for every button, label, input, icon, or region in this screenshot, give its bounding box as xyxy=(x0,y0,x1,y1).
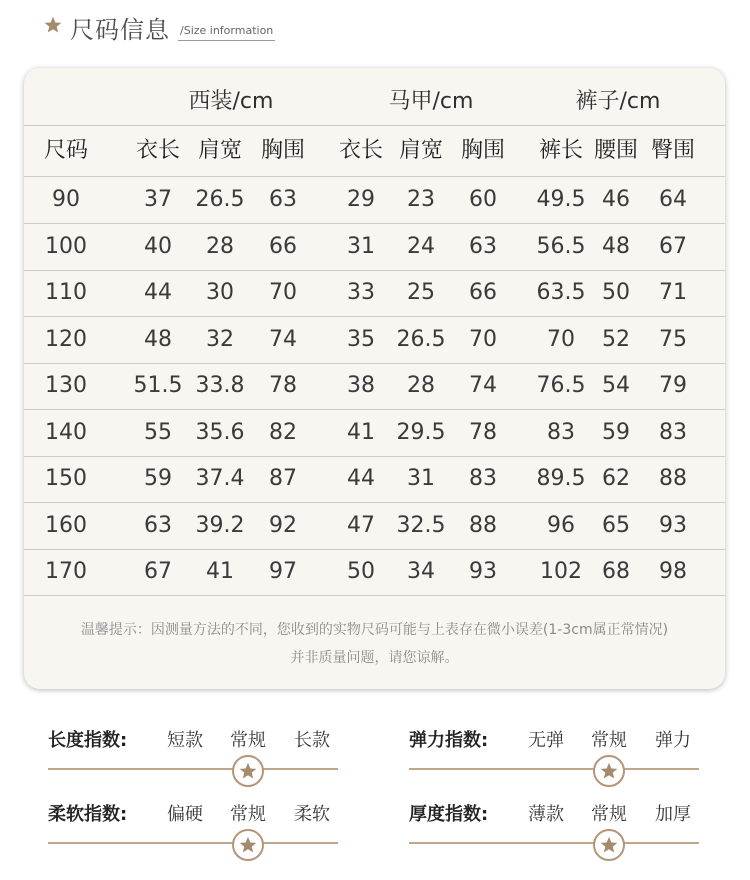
elasticity-option-none: 无弹 xyxy=(528,730,564,751)
measurement-cell: 63.5 xyxy=(536,280,586,305)
measurement-cell: 93 xyxy=(469,559,497,584)
size-cell: 110 xyxy=(45,280,87,305)
group-header-pants: 裤子/cm xyxy=(575,89,661,114)
column-header: 衣长 xyxy=(135,138,181,163)
measurement-cell: 47 xyxy=(347,512,375,538)
softness-index-marker xyxy=(232,829,264,861)
group-header-suit: 西装/cm xyxy=(188,89,274,114)
length-index-label: 长度指数: xyxy=(48,730,128,751)
measurement-cell: 102 xyxy=(540,559,582,584)
measurement-cell: 63 xyxy=(269,187,297,212)
measurement-cell: 32.5 xyxy=(396,512,446,538)
column-header: 衣长 xyxy=(338,138,384,163)
measurement-cell: 50 xyxy=(602,280,630,305)
measurement-cell: 56.5 xyxy=(536,233,586,259)
size-cell: 130 xyxy=(45,373,87,398)
note-line-2: 并非质量问题，请您谅解。 xyxy=(290,650,459,666)
measurement-cell: 39.2 xyxy=(195,512,245,538)
length-option-short: 短款 xyxy=(167,730,203,751)
measurement-cell: 34 xyxy=(407,559,435,584)
thickness-index-label: 厚度指数: xyxy=(409,804,489,825)
star-icon xyxy=(44,16,62,34)
page-title: 尺码信息 xyxy=(70,16,170,44)
group-header-vest: 马甲/cm xyxy=(388,89,474,114)
measurement-cell: 32 xyxy=(206,326,234,352)
size-cell: 120 xyxy=(45,326,87,352)
measurement-cell: 87 xyxy=(269,466,297,491)
elasticity-option-stretch: 弹力 xyxy=(655,730,691,751)
measurement-cell: 50 xyxy=(347,559,375,584)
thickness-index xyxy=(409,800,699,880)
length-option-long: 长款 xyxy=(294,730,330,751)
measurement-cell: 28 xyxy=(206,233,234,259)
column-header: 胸围 xyxy=(260,138,306,163)
divider xyxy=(24,595,725,596)
column-header: 裤长 xyxy=(538,138,584,163)
measurement-cell: 98 xyxy=(659,559,687,584)
softness-option-soft: 柔软 xyxy=(294,804,330,825)
measurement-cell: 31 xyxy=(407,466,435,491)
measurement-cell: 29.5 xyxy=(396,419,446,445)
measurement-cell: 92 xyxy=(269,512,297,538)
thickness-index-marker xyxy=(593,829,625,861)
column-header: 臀围 xyxy=(650,138,696,163)
note-line-1: 温馨提示：因测量方法的不同，您收到的实物尺码可能与上表存在微小误差(1-3cm属正常情况) xyxy=(80,622,669,638)
measurement-cell: 75 xyxy=(659,326,687,352)
measurement-cell: 74 xyxy=(269,326,297,352)
elasticity-index xyxy=(409,726,699,806)
measurement-cell: 67 xyxy=(659,233,687,259)
measurement-cell: 30 xyxy=(206,280,234,305)
measurement-cell: 63 xyxy=(469,233,497,259)
size-cell: 160 xyxy=(45,512,87,538)
measurement-cell: 66 xyxy=(469,280,497,305)
measurement-cell: 26.5 xyxy=(195,187,245,212)
column-header: 肩宽 xyxy=(197,138,243,163)
thickness-index-track xyxy=(409,842,699,844)
measurement-cell: 33.8 xyxy=(195,373,245,398)
measurement-cell: 41 xyxy=(206,559,234,584)
table-row xyxy=(24,410,725,456)
measurement-cell: 49.5 xyxy=(536,187,586,212)
table-row xyxy=(24,549,725,595)
size-cell: 150 xyxy=(45,466,87,491)
length-option-regular: 常规 xyxy=(230,730,266,751)
measurement-cell: 35.6 xyxy=(195,419,245,445)
size-cell: 100 xyxy=(45,233,87,259)
table-row xyxy=(24,363,725,409)
measurement-cell: 38 xyxy=(347,373,375,398)
table-row xyxy=(24,177,725,223)
elasticity-option-regular: 常规 xyxy=(591,730,627,751)
measurement-cell: 54 xyxy=(602,373,630,398)
measurement-cell: 51.5 xyxy=(133,373,183,398)
length-index-track xyxy=(48,768,338,770)
length-index xyxy=(48,726,338,806)
thickness-option-thick: 加厚 xyxy=(655,804,691,825)
size-cell: 90 xyxy=(52,187,80,212)
measurement-cell: 65 xyxy=(602,512,630,538)
elasticity-index-marker xyxy=(593,755,625,787)
measurement-cell: 29 xyxy=(347,187,375,212)
measurement-cell: 35 xyxy=(347,326,375,352)
measurement-cell: 64 xyxy=(659,187,687,212)
softness-option-hard: 偏硬 xyxy=(167,804,203,825)
table-row xyxy=(24,224,725,270)
measurement-cell: 88 xyxy=(469,512,497,538)
table-row xyxy=(24,503,725,549)
column-header: 腰围 xyxy=(593,138,639,163)
softness-index-track xyxy=(48,842,338,844)
measurement-cell: 60 xyxy=(469,187,497,212)
measurement-cell: 62 xyxy=(602,466,630,491)
measurement-cell: 24 xyxy=(407,233,435,259)
measurement-cell: 31 xyxy=(347,233,375,259)
measurement-cell: 44 xyxy=(144,280,172,305)
measurement-cell: 26.5 xyxy=(396,326,446,352)
measurement-cell: 70 xyxy=(469,326,497,352)
measurement-cell: 66 xyxy=(269,233,297,259)
star-icon xyxy=(239,762,257,780)
star-icon xyxy=(239,836,257,854)
size-cell: 170 xyxy=(45,559,87,584)
measurement-cell: 79 xyxy=(659,373,687,398)
measurement-cell: 23 xyxy=(407,187,435,212)
measurement-cell: 44 xyxy=(347,466,375,491)
elasticity-index-label: 弹力指数: xyxy=(409,730,489,751)
column-header: 肩宽 xyxy=(398,138,444,163)
elasticity-index-track xyxy=(409,768,699,770)
measurement-cell: 41 xyxy=(347,419,375,445)
star-icon xyxy=(600,762,618,780)
measurement-cell: 52 xyxy=(602,326,630,352)
measurement-cell: 68 xyxy=(602,559,630,584)
measurement-cell: 70 xyxy=(269,280,297,305)
measurement-cell: 83 xyxy=(659,419,687,445)
measurement-cell: 83 xyxy=(469,466,497,491)
softness-index-label: 柔软指数: xyxy=(48,804,128,825)
measurement-cell: 88 xyxy=(659,466,687,491)
measurement-cell: 59 xyxy=(602,419,630,445)
column-header: 胸围 xyxy=(460,138,506,163)
measurement-cell: 25 xyxy=(407,280,435,305)
size-cell: 140 xyxy=(45,419,87,445)
measurement-cell: 37.4 xyxy=(195,466,245,491)
thickness-option-regular: 常规 xyxy=(591,804,627,825)
table-row xyxy=(24,317,725,363)
measurement-cell: 78 xyxy=(469,419,497,445)
measurement-cell: 74 xyxy=(469,373,497,398)
length-index-marker xyxy=(232,755,264,787)
measurement-cell: 83 xyxy=(547,419,575,445)
measurement-cell: 78 xyxy=(269,373,297,398)
measurement-cell: 48 xyxy=(602,233,630,259)
measurement-cell: 97 xyxy=(269,559,297,584)
measurement-cell: 55 xyxy=(144,419,172,445)
measurement-cell: 70 xyxy=(547,326,575,352)
measurement-cell: 63 xyxy=(144,512,172,538)
measurement-cell: 93 xyxy=(659,512,687,538)
measurement-cell: 76.5 xyxy=(536,373,586,398)
measurement-cell: 40 xyxy=(144,233,172,259)
measurement-cell: 33 xyxy=(347,280,375,305)
table-row xyxy=(24,456,725,502)
table-row xyxy=(24,270,725,316)
measurement-cell: 71 xyxy=(659,280,687,305)
measurement-cell: 89.5 xyxy=(536,466,586,491)
measurement-cell: 67 xyxy=(144,559,172,584)
measurement-cell: 46 xyxy=(602,187,630,212)
star-icon xyxy=(600,836,618,854)
page-subtitle: /Size information xyxy=(178,24,275,41)
column-header-row xyxy=(24,126,725,176)
column-header: 尺码 xyxy=(43,138,89,163)
softness-index xyxy=(48,800,338,880)
measurement-cell: 96 xyxy=(547,512,575,538)
measurement-cell: 37 xyxy=(144,187,172,212)
measurement-cell: 82 xyxy=(269,419,297,445)
size-table-card xyxy=(24,68,725,689)
measurement-cell: 28 xyxy=(407,373,435,398)
softness-option-regular: 常规 xyxy=(230,804,266,825)
measurement-cell: 48 xyxy=(144,326,172,352)
measurement-cell: 59 xyxy=(144,466,172,491)
thickness-option-thin: 薄款 xyxy=(528,804,564,825)
